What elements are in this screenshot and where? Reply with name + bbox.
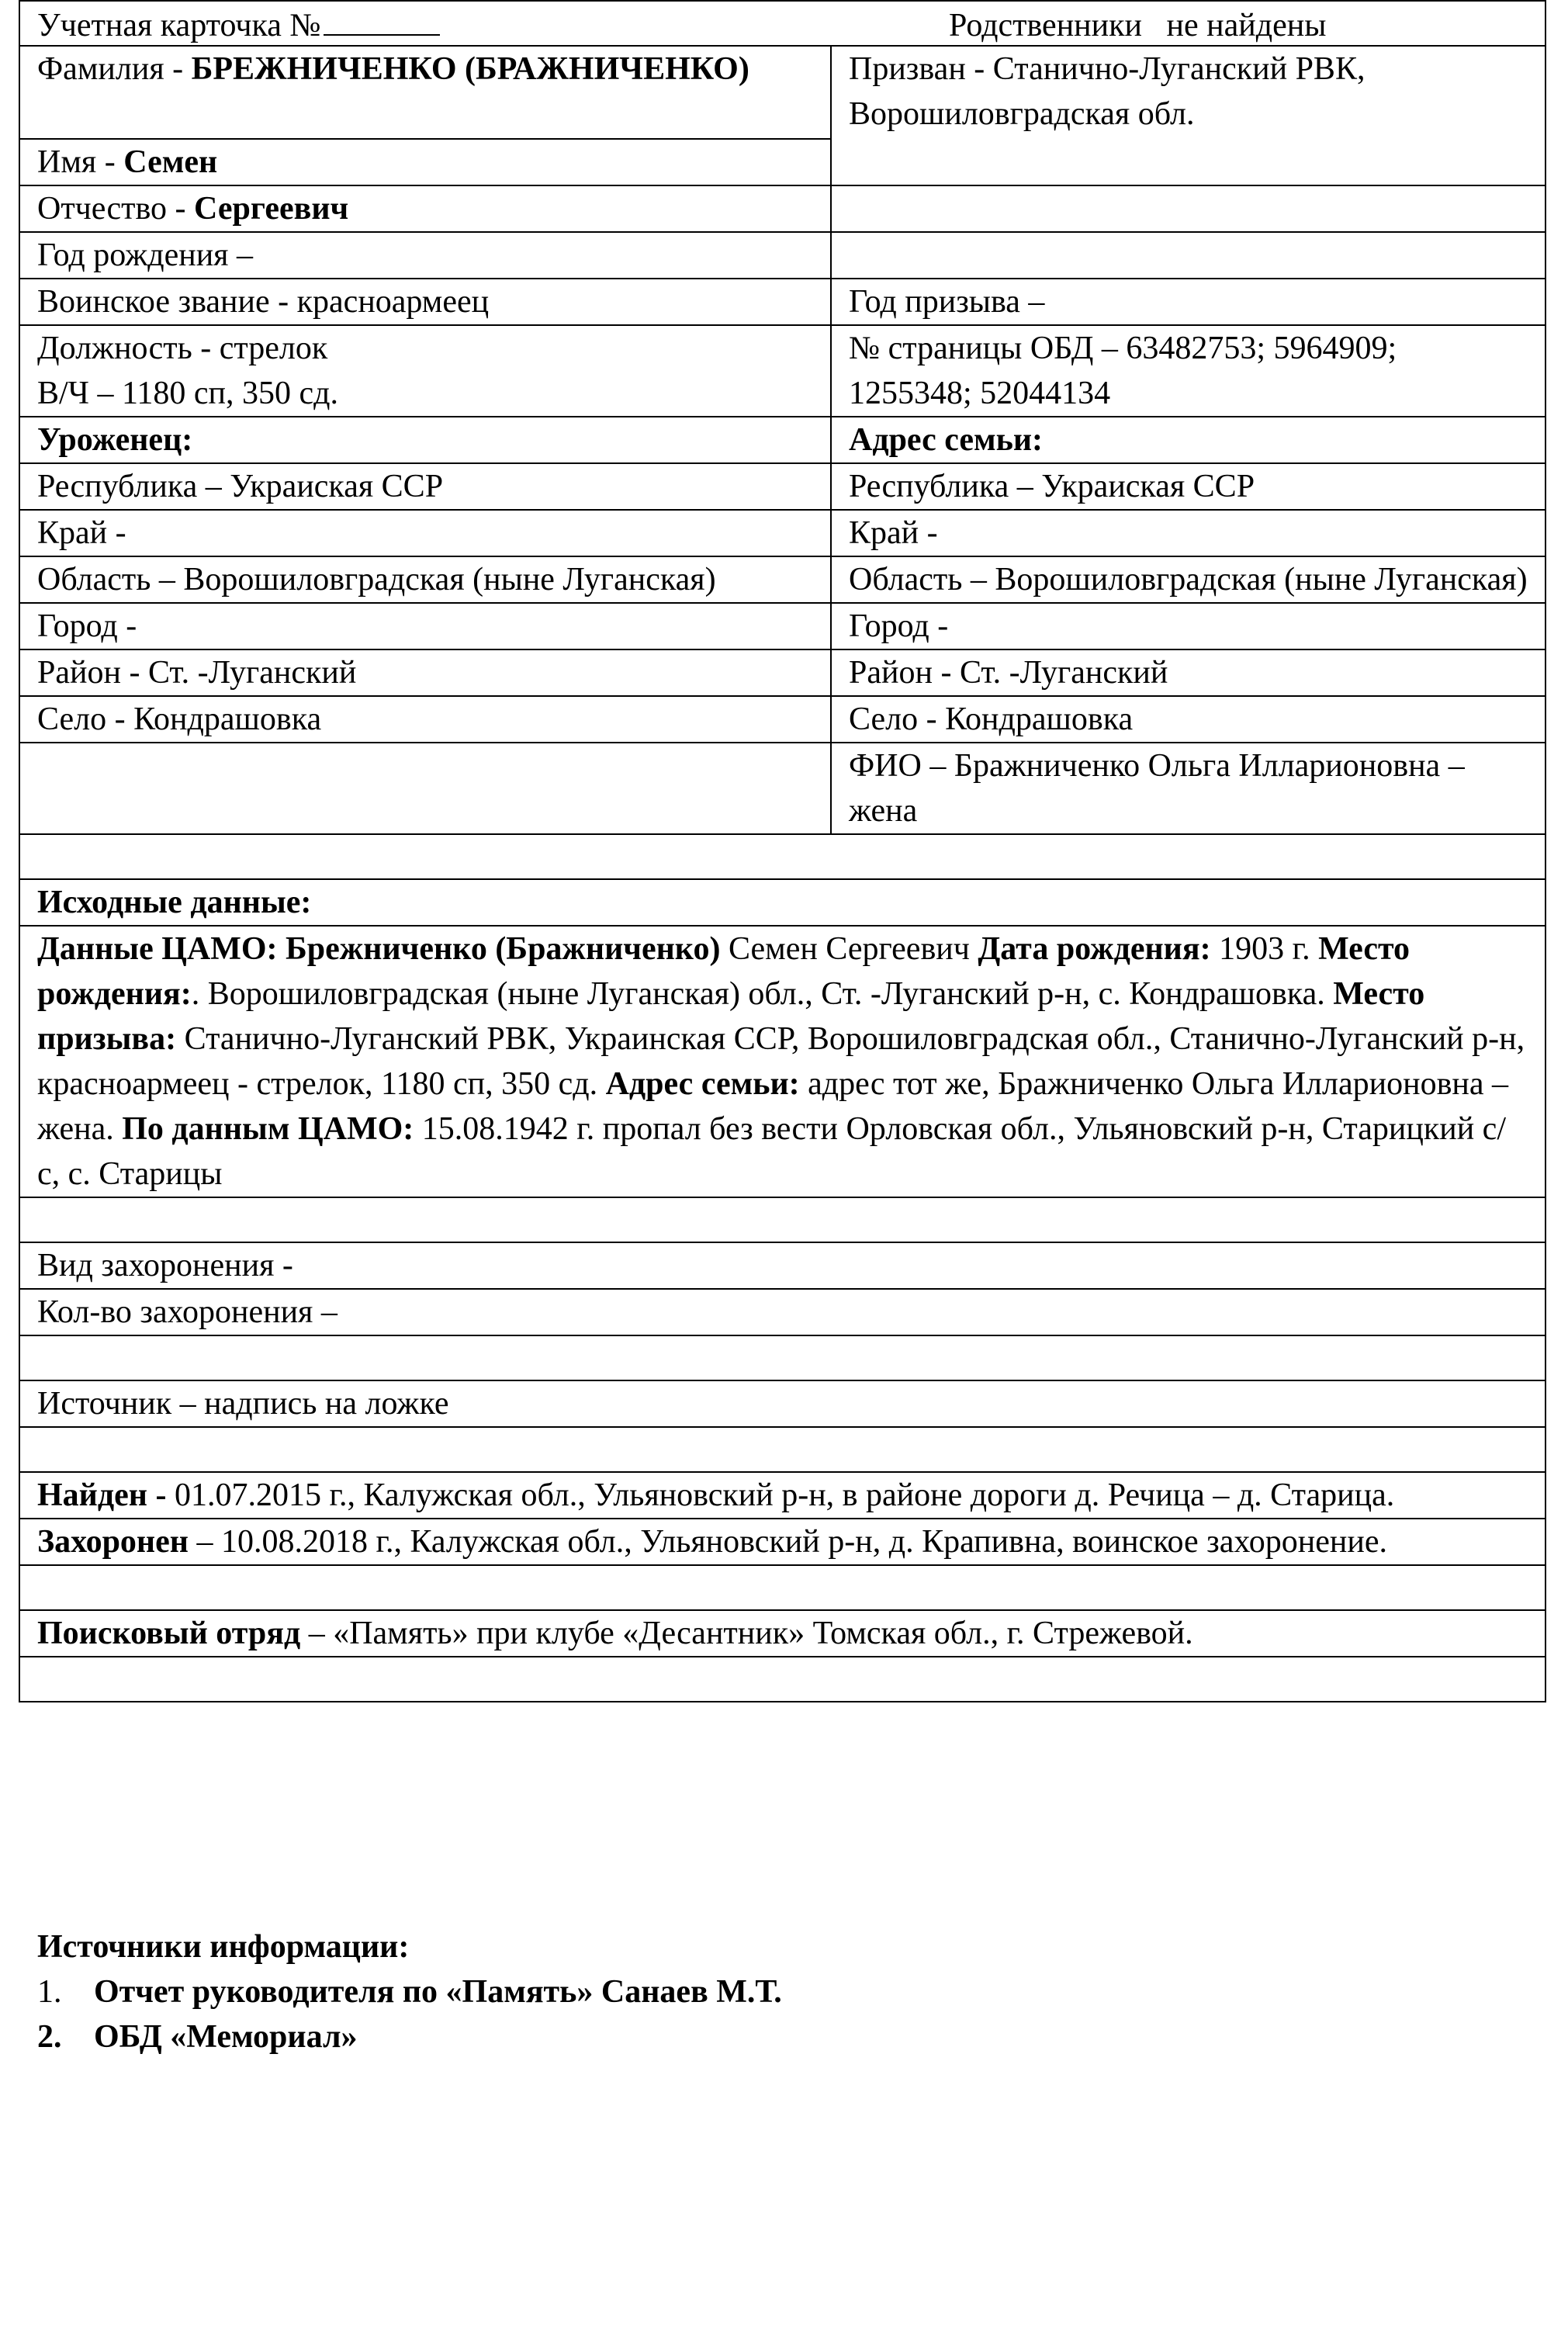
card-number-blank [324,3,440,36]
surname-cell: Фамилия - БРЕЖНИЧЕНКО (БРАЖНИЧЕНКО) [19,46,831,139]
family-republic: Республика – Украиская ССР [831,463,1546,510]
native-krai: Край - [19,510,831,556]
burial-type: Вид захоронения - [19,1242,1546,1289]
record-table [19,45,1546,1702]
name-value: Семен [123,144,218,180]
empty-cell [831,185,1546,232]
obd-pages-cell: № страницы ОБД – 63482753; 5964909; 1255348; 52044134 [831,325,1546,417]
burial-count: Кол-во захоронения – [19,1289,1546,1335]
source-item-number: 2. [37,2019,62,2055]
family-heading: Адрес семьи: [831,417,1546,463]
family-krai: Край - [831,510,1546,556]
source-data-text: Данные ЦАМО: Брежниченко (Бражниченко) Семен Сергеевич Дата рождения: 1903 г. Место рождения:. Ворошиловградская (ныне Луганская) обл., Ст. -Луганский р-н, с. Кондрашовка. Место призыва: Станично-Луганский РВК, Украинская ССР, Ворошиловградская обл., Станично-Луганский р-н, красноармеец - стрелок, 1180 сп, 350 сд. Адрес семьи: адрес тот же, Бражниченко Ольга Илларионовна – жена. По данным ЦАМО: 15.08.1942 г. пропал без вести Орловская обл., Ульяновский р-н, Старицкий с/с, с. Старицы [19,926,1546,1197]
family-fio: ФИО – Бражниченко Ольга Илларионовна – жена [831,743,1546,834]
source-item [37,2014,782,2059]
native-city: Город - [19,603,831,649]
sources-section [37,1924,782,2059]
empty-row [19,1565,1546,1610]
native-heading: Уроженец: [19,417,831,463]
find-source: Источник – надпись на ложке [19,1380,1546,1427]
buried-info: Захоронен – 10.08.2018 г., Калужская обл., Ульяновский р-н, д. Крапивна, воинское захоронение. [19,1519,1546,1565]
unit-line: В/Ч – 1180 сп, 350 сд. [37,376,339,411]
sources-title: Источники информации: [37,1929,410,1965]
record-card [19,0,1546,1702]
empty-row [19,1197,1546,1242]
conscripted-cell: Призван - Станично-Луганский РВК, Ворошиловградская обл. [831,46,1546,185]
empty-row [19,1427,1546,1472]
card-number-label: Учетная карточка № [37,3,440,48]
family-village: Село - Кондрашовка [831,696,1546,743]
position-line: Должность - стрелок [37,331,328,366]
relatives-status: Родственники не найдены [949,8,1327,43]
search-squad: Поисковый отряд – «Память» при клубе «Десантник» Томская обл., г. Стрежевой. [19,1610,1546,1657]
empty-cell [831,232,1546,279]
position-unit-cell [19,325,831,417]
conscription-year-cell: Год призыва – [831,279,1546,325]
family-oblast: Область – Ворошиловградская (ныне Луганская) [831,556,1546,603]
source-item-text: Отчет руководителя по «Память» Санаев М.Т. [94,1974,782,2010]
source-item [37,1969,782,2014]
birth-year-cell: Год рождения – [19,232,831,279]
native-republic: Республика – Украиская ССР [19,463,831,510]
found-info: Найден - 01.07.2015 г., Калужская обл., Ульяновский р-н, в районе дороги д. Речица – д. Старица. [19,1472,1546,1519]
name-cell: Имя - Семен [19,139,831,185]
empty-row [19,834,1546,879]
rank-cell: Воинское звание - красноармеец [19,279,831,325]
source-item-text: ОБД «Мемориал» [94,2019,358,2055]
empty-cell [19,743,831,834]
native-district: Район - Ст. -Луганский [19,649,831,696]
surname-value: БРЕЖНИЧЕНКО (БРАЖНИЧЕНКО) [191,51,749,87]
native-oblast: Область – Ворошиловградская (ныне Луганская) [19,556,831,603]
patronymic-cell: Отчество - Сергеевич [19,185,831,232]
family-district: Район - Ст. -Луганский [831,649,1546,696]
card-header [19,0,1546,45]
empty-row [19,1335,1546,1380]
source-data-heading: Исходные данные: [19,879,1546,926]
empty-row [19,1657,1546,1702]
family-city: Город - [831,603,1546,649]
source-item-number: 1. [37,1974,62,2010]
patronymic-value: Сергеевич [194,191,349,227]
native-village: Село - Кондрашовка [19,696,831,743]
